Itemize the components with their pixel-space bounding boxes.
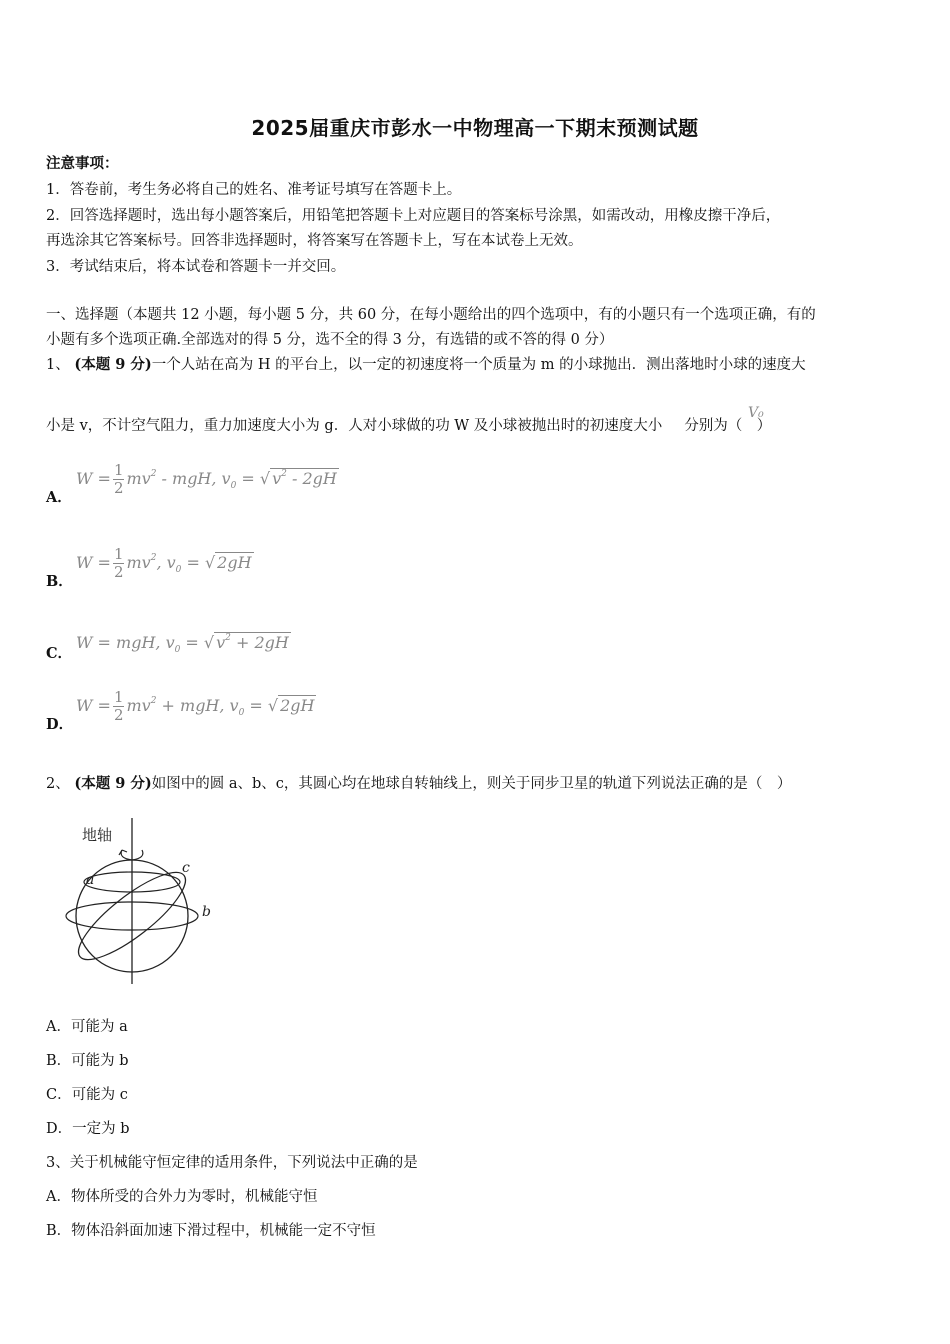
notice-heading: 注意事项： [46, 155, 119, 172]
question-1-number: 1、 [46, 357, 70, 373]
question-2-tag: (本题 9 分) [74, 775, 152, 792]
question-2-line [46, 772, 791, 793]
q1-option-a-formula: W = $\frac{1}{2}$ $mv^2$ - mgH, $v_0$ = √ $v^2 - 2gH$ [76, 461, 337, 497]
q3-option-a: A．物体所受的合外力为零时，机械能守恒 [46, 1189, 318, 1205]
question-2-text: 如图中的圆 a、b、c，其圆心均在地球自转轴线上，则关于同步卫星的轨道下列说法正确的是（ ） [151, 776, 792, 792]
q1-option-c-formula: W = mgH, $v_0$ = √ $v^2 + 2gH$ [76, 633, 289, 655]
notice-item-2: 2．回答选择题时，选出每小题答案后，用铅笔把答题卡上对应题目的答案标号涂黑，如需改动，用橡皮擦干净后， [46, 208, 781, 224]
question-3-text: 3、关于机械能守恒定律的适用条件，下列说法中正确的是 [46, 1155, 418, 1171]
section-heading-line1: 一、选择题（本题共 12 小题，每小题 5 分，共 60 分，在每小题给出的四个选项中，有的小题只有一个选项正确，有的 [46, 307, 816, 323]
q1-option-c-label: C． [46, 645, 73, 662]
q1-option-b-label: B． [46, 573, 73, 590]
question-2-number: 2、 [46, 776, 70, 792]
q2-option-b: B．可能为 b [46, 1053, 129, 1069]
q1-option-a-label: A． [46, 489, 72, 506]
q2-option-c: C．可能为 c [46, 1087, 128, 1103]
figure-label-b: b [202, 904, 211, 920]
q3-option-b: B．物体沿斜面加速下滑过程中，机械能一定不守恒 [46, 1223, 376, 1239]
question-1-line2 [46, 414, 771, 435]
v0-symbol: V₀ [748, 405, 764, 421]
figure-axis-label: 地轴 [82, 826, 113, 844]
question-1-tail: 分别为（ ） [684, 418, 772, 434]
notice-item-3: 3．考试结束后，将本试卷和答题卡一并交回。 [46, 259, 346, 275]
question-1-tag: (本题 9 分) [74, 356, 152, 373]
page-title: 2025届重庆市彭水一中物理高一下期末预测试题 [251, 116, 699, 140]
notice-item-1: 1．答卷前，考生务必将自己的姓名、准考证号填写在答题卡上。 [46, 182, 462, 198]
question-1-text-cont: 小是 v，不计空气阻力，重力加速度大小为 g．人对小球做的功 W 及小球被抛出时的初速度大小 [46, 418, 663, 434]
q1-option-d-label: D． [46, 716, 74, 733]
section-heading-line2: 小题有多个选项正确.全部选对的得 5 分，选不全的得 3 分，有选错的或不答的得 0 分） [46, 332, 614, 348]
figure-label-a: a [86, 872, 95, 888]
q2-option-d: D．一定为 b [46, 1121, 130, 1137]
question-1-line1 [46, 353, 806, 374]
question-1-text: 一个人站在高为 H 的平台上，以一定的初速度将一个质量为 m 的小球抛出．测出落地时小球的速度大 [151, 357, 806, 373]
q1-option-b-formula: W = $\frac{1}{2}$ $mv^2$, $v_0$ = √ 2gH [76, 545, 252, 581]
earth-orbit-figure [46, 812, 226, 990]
q1-option-d-formula: W = $\frac{1}{2}$ $mv^2$ + mgH, $v_0$ = √ 2gH [76, 688, 315, 724]
q2-option-a: A．可能为 a [46, 1019, 128, 1035]
figure-label-c: c [182, 860, 190, 876]
notice-item-2-cont: 再选涂其它答案标号。回答非选择题时，将答案写在答题卡上，写在本试卷上无效。 [46, 233, 583, 249]
